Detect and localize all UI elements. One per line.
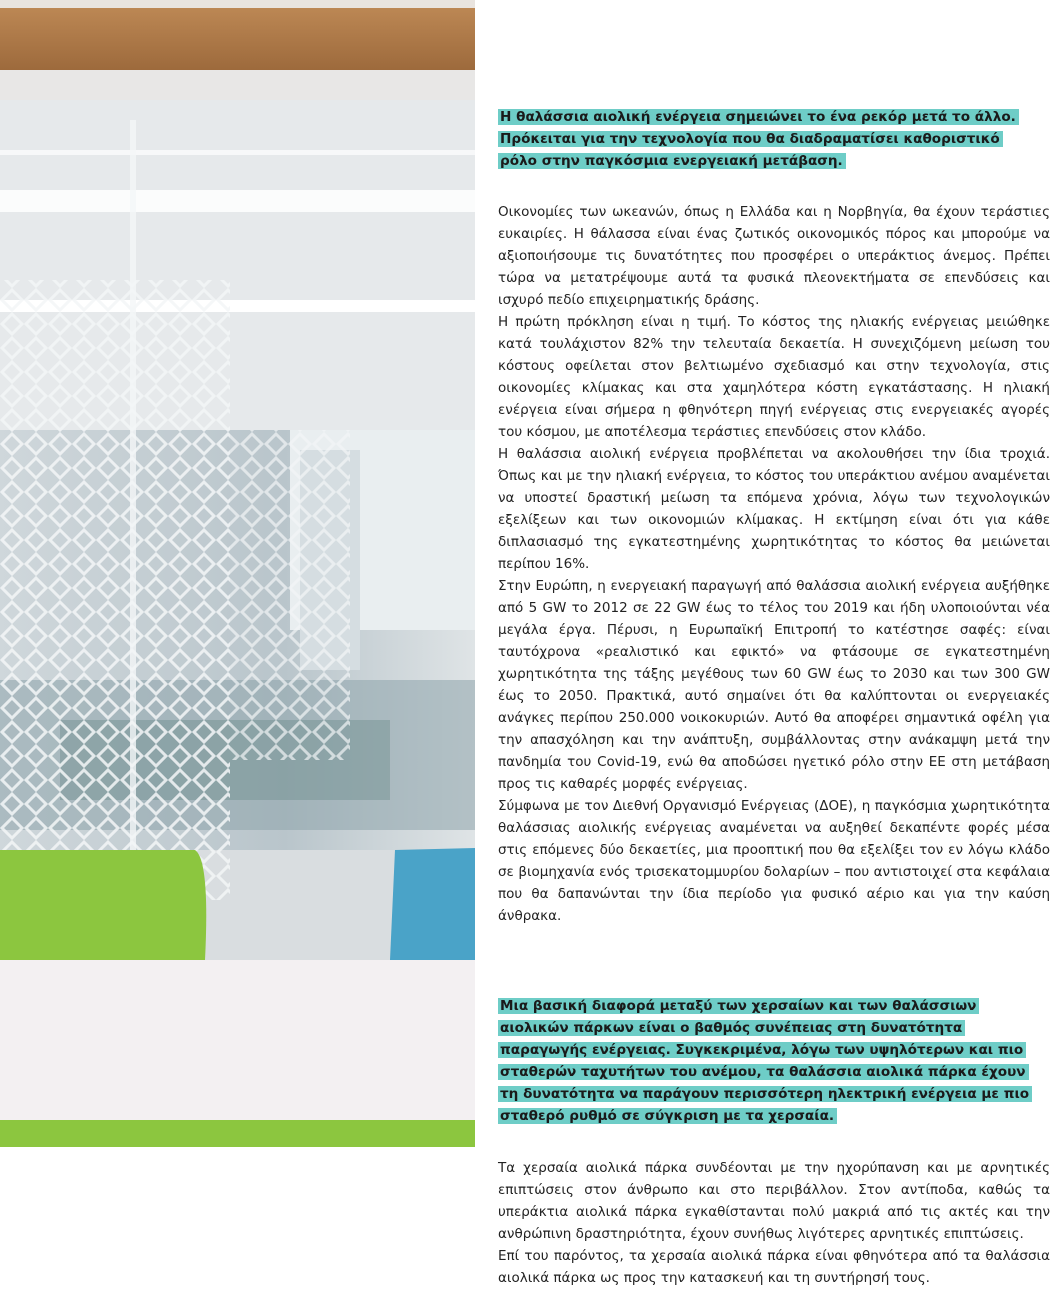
paragraph: Σύμφωνα με τον Διεθνή Οργανισμό Ενέργειας (ΔΟΕ), η παγκόσμια χωρητικότητα θαλάσσιας αιολικής ενέργειας αναμένεται να αυξηθεί δεκαπέντε φορές μέσα στις επόμενες δύο δεκαετίες, μια προοπτική που θα εξελίξει τον εν λόγω κλάδο σε βιομηχανία ενός τρισεκατομμυρίου δολαρίων – που αντιστοιχεί στα κεφάλαια που θα δαπανώνται την ίδια περίοδο για φυσικό αέριο και για την καύση άνθρακα.: [498, 798, 1050, 924]
highlight-line: Η θαλάσσια αιολική ενέργεια σημειώνει το ένα ρεκόρ μετά το άλλο.: [498, 109, 1019, 125]
body-text-2: [498, 1157, 1050, 1289]
paragraph: Επί του παρόντος, τα χερσαία αιολικά πάρκα είναι φθηνότερα από τα θαλάσσια αιολικά πάρκα ως προς την κατασκευή και τη συντήρησή τους.: [498, 1248, 1050, 1286]
office-photo: [0, 0, 475, 1147]
highlight-line: σταθερό ρυθμό σε σύγκριση με τα χερσαία.: [498, 1108, 837, 1124]
highlight-line: αιολικών πάρκων είναι ο βαθμός συνέπειας στη δυνατότητα: [498, 1020, 965, 1036]
highlight-line: ρόλο στην παγκόσμια ενεργειακή μετάβαση.: [498, 153, 846, 169]
highlight-line: σταθερών ταχυτήτων του ανέμου, τα θαλάσσια αιολικά πάρκα έχουν: [498, 1064, 1029, 1080]
paragraph: Οικονομίες των ωκεανών, όπως η Ελλάδα και η Νορβηγία, θα έχουν τεράστιες ευκαιρίες. Η θάλασσα είναι ένας ζωτικός οικονομικός πόρος και μπορούμε να αξιοποιήσουμε τις δυνατότητες που προσφέρει ο υπεράκτιος άνεμος. Πρέπει τώρα να μετατρέψουμε αυτά τα φυσικά πλεονεκτήματα σε επενδύσεις και ισχυρό πεδίο επιχειρηματικής δράσης.: [498, 204, 1050, 308]
paragraph: Τα χερσαία αιολικά πάρκα συνδέονται με την ηχορύπανση και με αρνητικές επιπτώσεις στον άνθρωπο και στο περιβάλλον. Στον αντίποδα, καθώς τα υπεράκτια αιολικά πάρκα εγκαθίστανται πολύ μακριά από τις ακτές και την ανθρώπινη δραστηριότητα, έχουν συνήθως λιγότερες αρνητικές επιπτώσεις.: [498, 1160, 1050, 1242]
highlight-quote-2: [498, 995, 1032, 1127]
highlight-quote-1: [498, 106, 1019, 172]
highlight-line: Μια βασική διαφορά μεταξύ των χερσαίων και των θαλάσσιων: [498, 998, 979, 1014]
highlight-line: τη δυνατότητα να παράγουν περισσότερη ηλεκτρική ενέργεια με πιο: [498, 1086, 1032, 1102]
paragraph: Η πρώτη πρόκληση είναι η τιμή. Το κόστος της ηλιακής ενέργειας μειώθηκε κατά τουλάχιστον 82% την τελευταία δεκαετία. Η συνεχιζόμενη μείωση του κόστους οφείλεται στον βελτιωμένο σχεδιασμό και στην τεχνολογία, στις οικονομίες κλίμακας και στα χαμηλότερα κόστη εγκατάστασης. Η ηλιακή ενέργεια είναι σήμερα η φθηνότερη πηγή ενέργειας στις ενεργειακές αγορές του κόσμου, με αποτέλεσμα τεράστιες επενδύσεις στον κλάδο.: [498, 314, 1050, 440]
body-text-1: [498, 201, 1050, 927]
highlight-line: Πρόκειται για την τεχνολογία που θα διαδραματίσει καθοριστικό: [498, 131, 1003, 147]
paragraph: Η θαλάσσια αιολική ενέργεια προβλέπεται να ακολουθήσει την ίδια τροχιά. Όπως και με την ηλιακή ενέργεια, το κόστος του υπεράκτιου ανέμου αναμένεται να υποστεί δραστική μείωση τα επόμενα χρόνια, λόγω των τεχνολογικών εξελίξεων και των οικονομιών κλίμακας. Η εκτίμηση είναι ότι για κάθε διπλασιασμό της εγκατεστημένης χωρητικότητας το κόστος θα μειώνεται περίπου 16%.: [498, 446, 1050, 572]
highlight-line: παραγωγής ενέργειας. Συγκεκριμένα, λόγω των υψηλότερων και πιο: [498, 1042, 1026, 1058]
paragraph: Στην Ευρώπη, η ενεργειακή παραγωγή από θαλάσσια αιολική ενέργεια αυξήθηκε από 5 GW το 2012 σε 22 GW έως το τέλος του 2019 και ήδη υλοποιούνται νέα μεγάλα έργα. Πέρυσι, η Ευρωπαϊκή Επιτροπή το κατέστησε σαφές: είναι ταυτόχρονα «ρεαλιστικό και εφικτό» να φτάσουμε σε εγκατεστημένη χωρητικότητα της τάξης μεγέθους των 60 GW έως το 2030 και των 300 GW έως το 2050. Πρακτικά, αυτό σημαίνει ότι θα καλύπτονται οι ενεργειακές ανάγκες περίπου 250.000 νοικοκυριών. Αυτό θα αποφέρει σημαντικά οφέλη για την απασχόληση και την ανάπτυξη, συμβάλλοντας στην ανάκαμψη μετά την πανδημία του Covid-19, ενώ θα αποδώσει ηγετικό ρόλο στην ΕΕ στη μετάβαση προς τις καθαρές μορφές ενέργειας.: [498, 578, 1050, 792]
office-glass-partition-image: [0, 0, 475, 1147]
